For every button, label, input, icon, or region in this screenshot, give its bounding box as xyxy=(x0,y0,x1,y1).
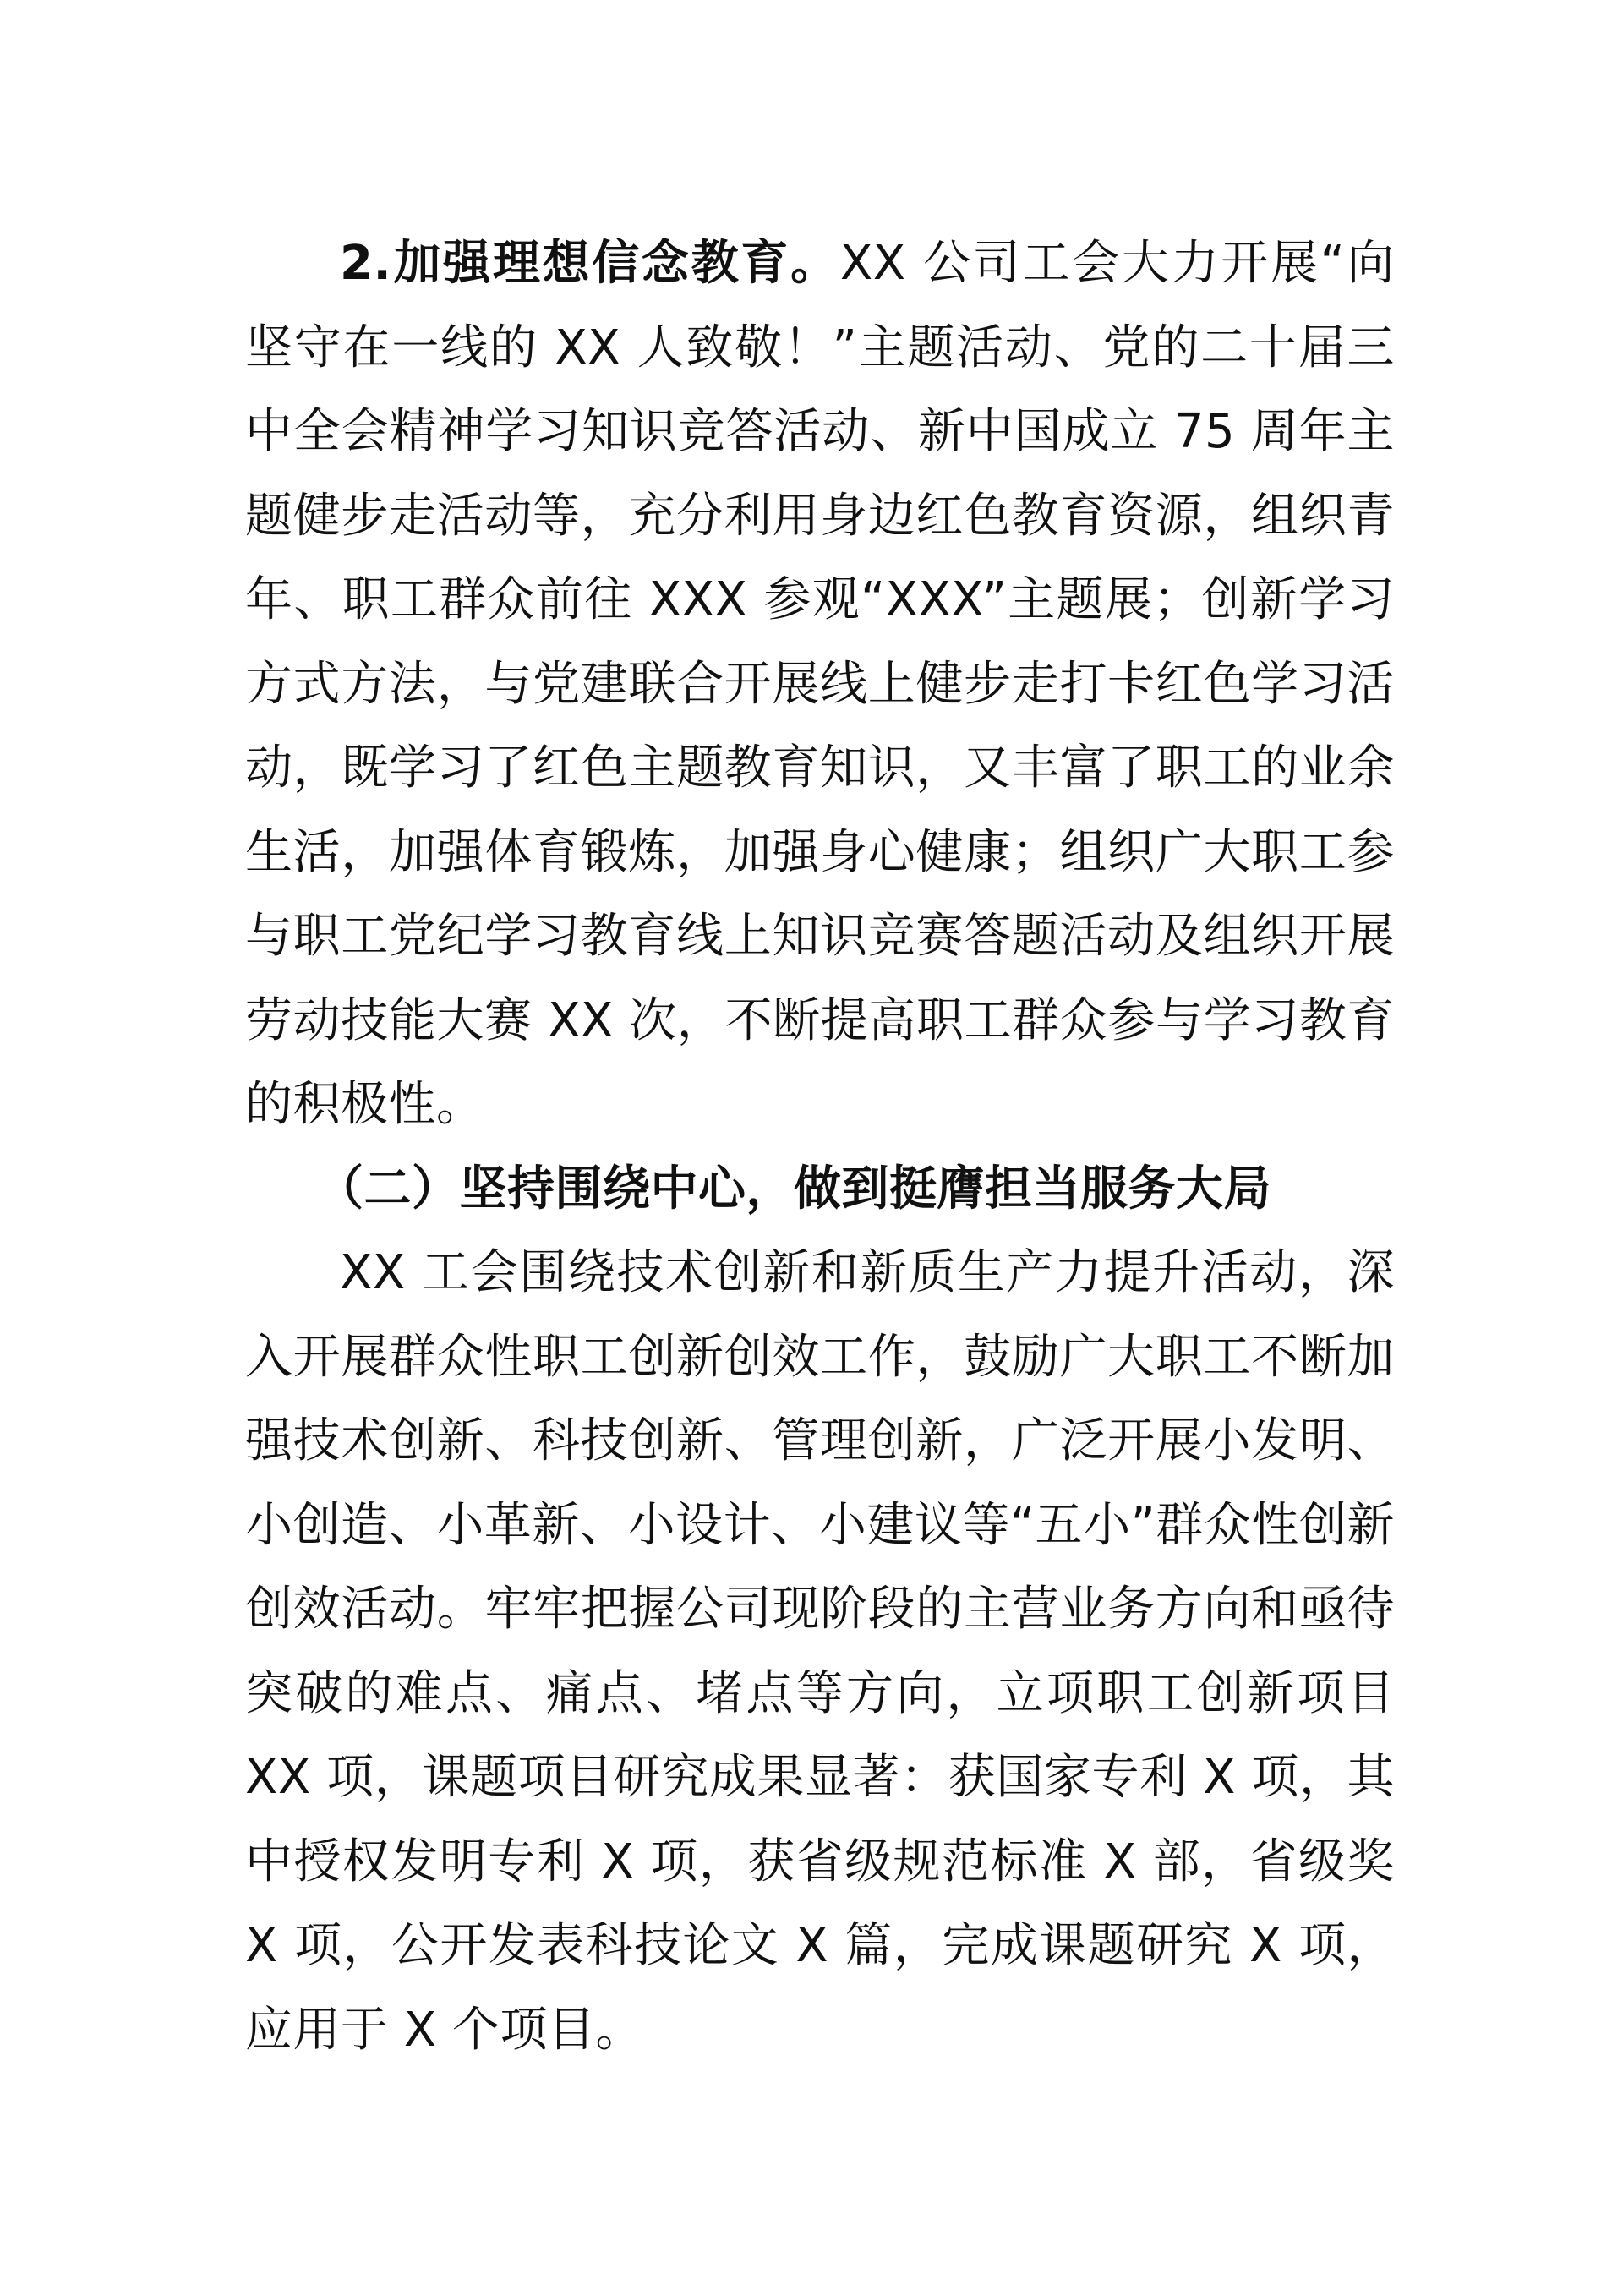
paragraph-ideals-education xyxy=(245,221,1395,1147)
section-heading: （二）坚持围绕中心，做到挺膺担当服务大局 xyxy=(316,1161,1271,1216)
document-page xyxy=(245,221,1395,2072)
paragraph-lead-title: 2.加强理想信念教育。 xyxy=(340,236,840,291)
paragraph-body-text: XX 公司工会大力开展“向坚守在一线的 XX 人致敬！”主题活动、党的二十届三中全会精神学习知识竞答活动、新中国成立 75 周年主题健步走活动等，充分利用身边红色教育资源，组织青年、职工群众前往 XXX 参观“XXX”主题展；创新学习方式方法，与党建联合开展线上健步走打卡红色学习活动，既学习了红色主题教育知识，又丰富了职工的业余生活，加强体育锻炼，加强身心健康；组织广大职工参与职工党纪学习教育线上知识竞赛答题活动及组织开展劳动技能大赛 XX 次，不断提高职工群众参与学习教育的积极性。 xyxy=(245,236,1395,1132)
paragraph-innovation: XX 工会围绕技术创新和新质生产力提升活动，深入开展群众性职工创新创效工作，鼓励广大职工不断加强技术创新、科技创新、管理创新，广泛开展小发明、小创造、小革新、小设计、小建议等“五小”群众性创新创效活动。牢牢把握公司现阶段的主营业务方向和亟待突破的难点、痛点、堵点等方向，立项职工创新项目 XX 项，课题项目研究成果显著：获国家专利 X 项，其中授权发明专利 X 项，获省级规范标准 X 部，省级奖 X 项，公开发表科技论文 X 篇，完成课题研究 X 项，应用于 X 个项目。 xyxy=(245,1245,1395,2058)
